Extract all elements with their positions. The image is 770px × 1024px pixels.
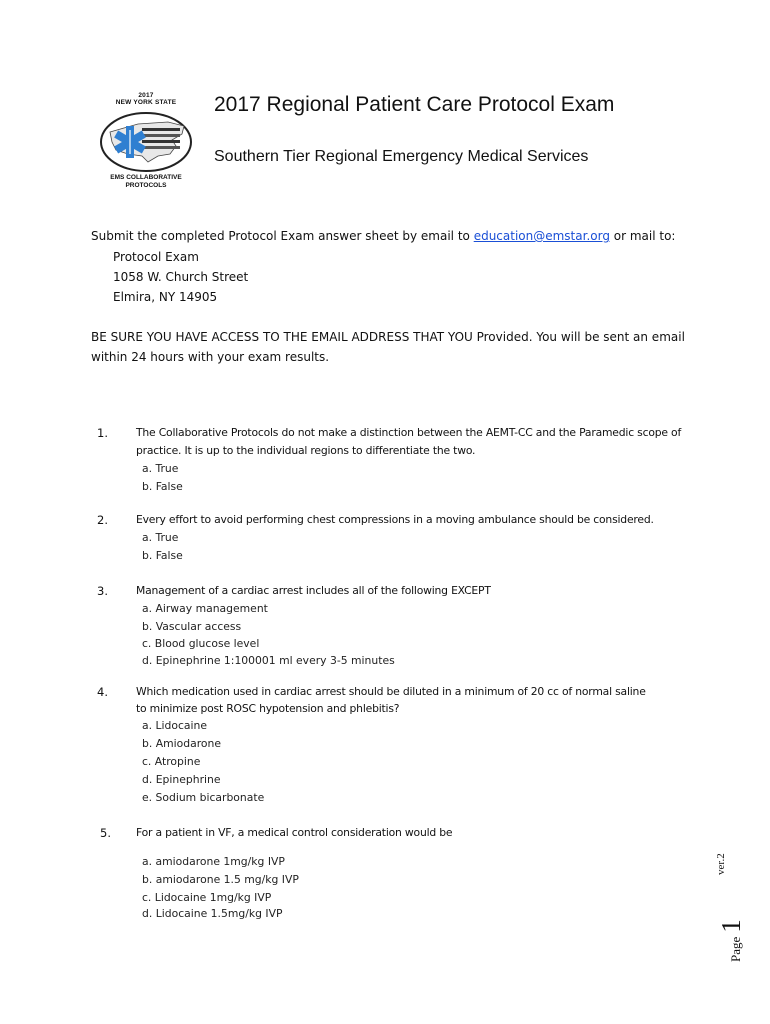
address-line: 1058 W. Church Street — [113, 270, 249, 284]
address-line: Elmira, NY 14905 — [113, 290, 218, 304]
answer-option[interactable]: c. Lidocaine 1mg/kg IVP — [142, 891, 272, 904]
answer-option[interactable]: d. Lidocaine 1.5mg/kg IVP — [142, 907, 283, 920]
page-indicator — [716, 919, 747, 962]
question-text: Every effort to avoid performing chest compressions in a moving ambulance should be considered. — [136, 513, 654, 526]
answer-option[interactable]: b. False — [142, 480, 183, 493]
question-number: 3. — [97, 584, 108, 598]
submit-prefix: Submit the completed Protocol Exam answer sheet by email to — [91, 229, 474, 243]
answer-option[interactable]: b. Vascular access — [142, 620, 242, 633]
question-text: Management of a cardiac arrest includes all of the following EXCEPT — [136, 584, 491, 597]
answer-option[interactable]: b. Amiodarone — [142, 737, 221, 750]
submit-instructions — [91, 229, 675, 243]
logo-caption-line2: PROTOCOLS — [125, 182, 167, 189]
address-line: Protocol Exam — [113, 250, 199, 264]
question-text: The Collaborative Protocols do not make a distinction between the AEMT-CC and the Paramedic scope of — [136, 426, 682, 439]
logo-caption-line1: EMS COLLABORATIVE — [110, 174, 182, 181]
notice-line: BE SURE YOU HAVE ACCESS TO THE EMAIL ADDRESS THAT YOU Provided. You will be sent an email — [91, 330, 685, 344]
answer-option[interactable]: d. Epinephrine 1:100001 ml every 3-5 minutes — [142, 654, 395, 667]
answer-option[interactable]: a. True — [142, 462, 179, 475]
ems-logo — [96, 92, 196, 217]
question-text: Which medication used in cardiac arrest should be diluted in a minimum of 20 cc of normal saline — [136, 685, 646, 698]
answer-option[interactable]: a. Airway management — [142, 602, 268, 615]
logo-state: NEW YORK STATE — [115, 99, 177, 106]
answer-option[interactable]: b. amiodarone 1.5 mg/kg IVP — [142, 873, 299, 886]
answer-option[interactable]: b. False — [142, 549, 183, 562]
answer-option[interactable]: d. Epinephrine — [142, 773, 221, 786]
answer-option[interactable]: e. Sodium bicarbonate — [142, 791, 265, 804]
star-of-life-icon — [98, 110, 194, 174]
answer-option[interactable]: c. Blood glucose level — [142, 637, 260, 650]
page-title: 2017 Regional Patient Care Protocol Exam — [214, 93, 615, 116]
question-number: 1. — [97, 426, 108, 440]
answer-option[interactable]: a. amiodarone 1mg/kg IVP — [142, 855, 285, 868]
answer-option[interactable]: a. True — [142, 531, 179, 544]
question-number: 2. — [97, 513, 108, 527]
version-label: ver.2 — [715, 853, 727, 875]
question-number: 5. — [100, 826, 111, 840]
submit-suffix: or mail to: — [609, 229, 676, 243]
question-text: For a patient in VF, a medical control consideration would be — [136, 826, 453, 839]
question-text: to minimize post ROSC hypotension and phlebitis? — [136, 702, 400, 715]
answer-option[interactable]: a. Lidocaine — [142, 719, 207, 732]
email-link[interactable]: education@emstar.org — [473, 229, 610, 243]
notice-line: within 24 hours with your exam results. — [91, 350, 330, 364]
logo-year: 2017 — [138, 92, 154, 99]
question-number: 4. — [97, 685, 108, 699]
page-number: 1 — [716, 919, 746, 933]
question-text: practice. It is up to the individual regions to differentiate the two. — [136, 444, 476, 457]
page-word: Page — [728, 936, 743, 962]
page-subtitle: Southern Tier Regional Emergency Medical Services — [214, 148, 589, 165]
answer-option[interactable]: c. Atropine — [142, 755, 201, 768]
